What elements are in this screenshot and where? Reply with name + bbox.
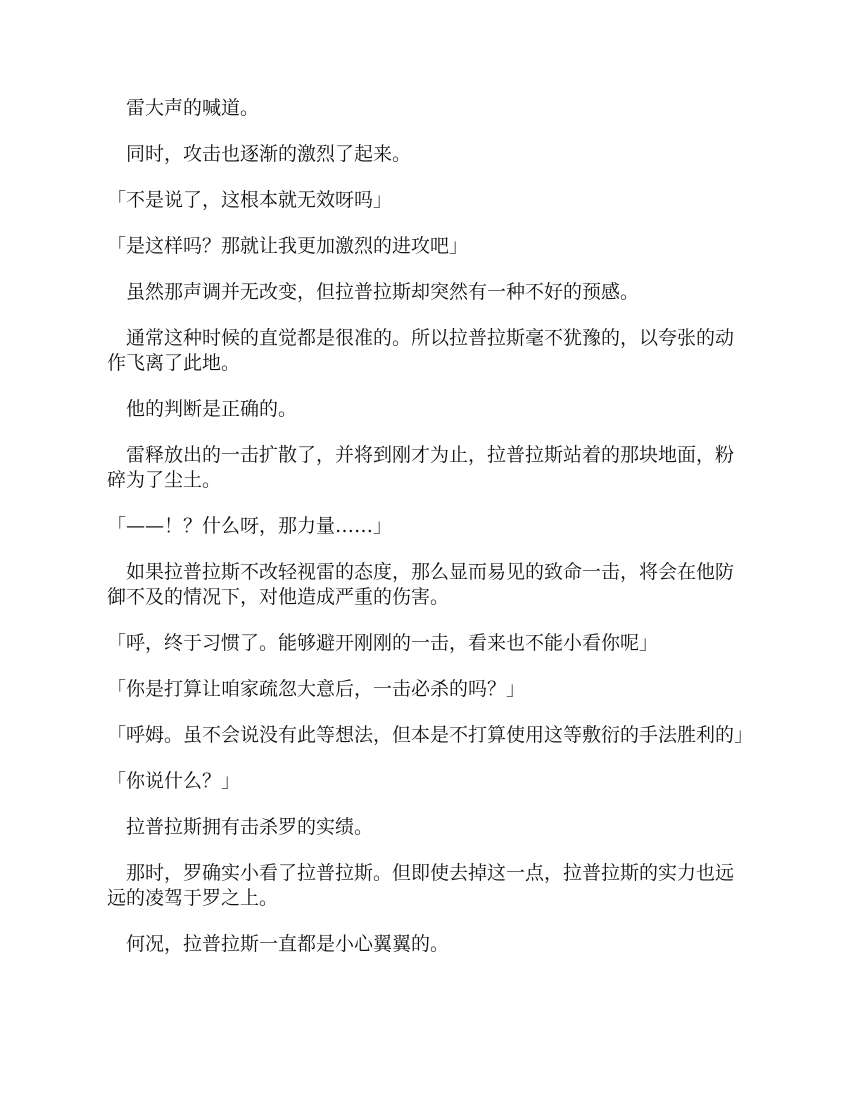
- paragraph: 「是这样吗？那就让我更加激烈的进攻吧」: [107, 235, 469, 257]
- paragraph: 何况，拉普拉斯一直都是小心翼翼的。: [107, 933, 450, 955]
- paragraph: 如果拉普拉斯不改轻视雷的态度，那么显而易见的致命一击，将会在他防御不及的情况下，对他造成严重的伤害。: [107, 561, 735, 608]
- paragraph: 「呼姆。虽不会说没有此等想法，但本是不打算使用这等敷衍的手法胜利的」: [107, 724, 754, 746]
- paragraph: 同时，攻击也逐渐的激烈了起来。: [107, 143, 412, 165]
- paragraph: 通常这种时候的直觉都是很准的。所以拉普拉斯毫不犹豫的，以夸张的动作飞离了此地。: [107, 327, 735, 374]
- paragraph: 他的判断是正确的。: [107, 398, 298, 420]
- paragraph: 拉普拉斯拥有击杀罗的实绩。: [107, 816, 374, 838]
- paragraph: 「你是打算让咱家疏忽大意后，一击必杀的吗？」: [107, 678, 526, 700]
- paragraph: 那时，罗确实小看了拉普拉斯。但即使去掉这一点，拉普拉斯的实力也远远的凌驾于罗之上。: [107, 862, 735, 909]
- paragraph: 「不是说了，这根本就无效呀吗」: [107, 189, 393, 211]
- paragraph: 「呼，终于习惯了。能够避开刚刚的一击，看来也不能小看你呢」: [107, 632, 659, 654]
- paragraph: 「——！？什么呀，那力量……」: [107, 515, 393, 537]
- paragraph: 雷大声的喊道。: [107, 97, 260, 119]
- document-page: [107, 96, 754, 978]
- paragraph: 虽然那声调并无改变，但拉普拉斯却突然有一种不好的预感。: [107, 281, 640, 303]
- paragraph: 雷释放出的一击扩散了，并将到刚才为止，拉普拉斯站着的那块地面，粉碎为了尘土。: [107, 444, 735, 491]
- paragraph: 「你说什么？」: [107, 770, 241, 792]
